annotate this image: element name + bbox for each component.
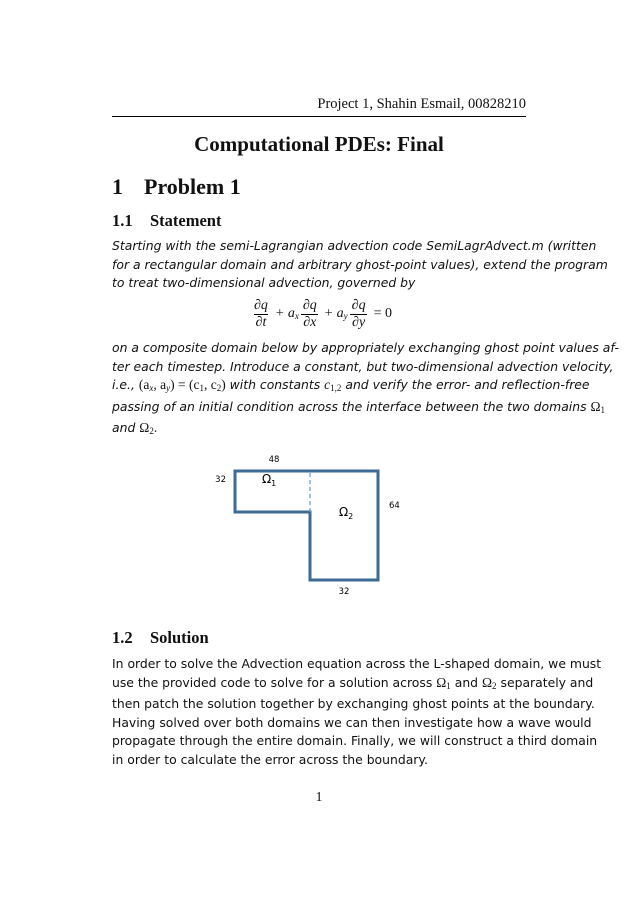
domain-outline: [235, 471, 378, 580]
domain-diagram: [200, 448, 430, 604]
equation-rhs: = 0: [373, 306, 392, 321]
header-rule: [112, 116, 526, 117]
subsection-heading-statement: [112, 211, 221, 231]
text-line: and $\Omega_2$.: [112, 420, 158, 436]
text-line: propagate through the entire domain. Finally, we will construct a third domain: [112, 733, 598, 748]
omega1-label: $\Omega_1$: [262, 472, 277, 488]
text-line: then patch the solution together by exchanging ghost points at the boundary.: [112, 696, 595, 711]
text-line: i.e., ($a_x$, $a_y) = (c_1$, $c_2$) with constants $c_{1,2}$ and verify the error- and reflection-free: [112, 377, 590, 393]
coef-ax: $a_x$: [287, 306, 299, 321]
text-line: In order to solve the Advection equation across the L-shaped domain, we must: [112, 656, 602, 671]
subsection-title: Solution: [150, 628, 209, 647]
text-line: for a rectangular domain and arbitrary ghost-point values), extend the program: [112, 256, 608, 272]
coef-ay: $a_y$: [336, 306, 348, 321]
running-header: Project 1, Shahin Esmail, 00828210: [317, 96, 526, 112]
statement-paragraph-1: [112, 237, 608, 293]
text-line: Starting with the semi-Lagrangian advection code SemiLagrAdvect.m (written: [112, 238, 597, 253]
subsection-heading-solution: [112, 628, 209, 648]
text-line: to treat two-dimensional advection, governed by: [112, 275, 416, 290]
text-line: ter each timestep. Introduce a constant, but two-dimensional advection velocity,: [112, 358, 614, 374]
left-dimension-label: 32: [215, 475, 226, 485]
text-line: Having solved over both domains we can then investigate how a wave would: [112, 714, 592, 730]
page-number: 1: [315, 790, 323, 805]
top-dimension-label: 48: [268, 455, 280, 465]
section-heading: [112, 174, 241, 200]
section-title: Problem 1: [144, 174, 241, 199]
text-line: in order to calculate the error across the boundary.: [112, 751, 428, 767]
subsection-title: Statement: [150, 211, 222, 230]
omega2-label: $\Omega_2$: [339, 505, 354, 521]
text-line: use the provided code to solve for a solution across $\Omega_1$ and $\Omega_2$ separately and: [112, 674, 594, 691]
text-line: passing of an initial condition across the interface between the two domains $\Omega_1$: [112, 398, 606, 415]
advection-equation: $\frac{\partial q}{\partial t}$ + $a_x$ $\frac{\partial q}{\partial x}$ + $a_y$ $\frac{\partial q}{\partial y}$ = 0: [254, 297, 392, 330]
l-shaped-domain-figure: [200, 448, 430, 609]
bottom-dimension-label: 32: [338, 587, 350, 597]
solution-paragraph: [112, 655, 602, 769]
right-dimension-label: 64: [389, 501, 400, 511]
subsection-number: 1.1: [112, 211, 133, 230]
fraction-dq-dx: $\frac{\partial q}{\partial x}$: [302, 297, 317, 330]
text-line: on a composite domain below by appropriately exchanging ghost point values af-: [112, 340, 619, 355]
fraction-dq-dt: $\frac{\partial q}{\partial t}$: [254, 297, 268, 330]
statement-paragraph-2: [112, 339, 619, 441]
subsection-number: 1.2: [112, 628, 133, 647]
section-number: 1: [112, 174, 123, 199]
document-title: Computational PDEs: Final: [194, 132, 444, 156]
fraction-dq-dy: $\frac{\partial q}{\partial y}$: [351, 297, 366, 330]
